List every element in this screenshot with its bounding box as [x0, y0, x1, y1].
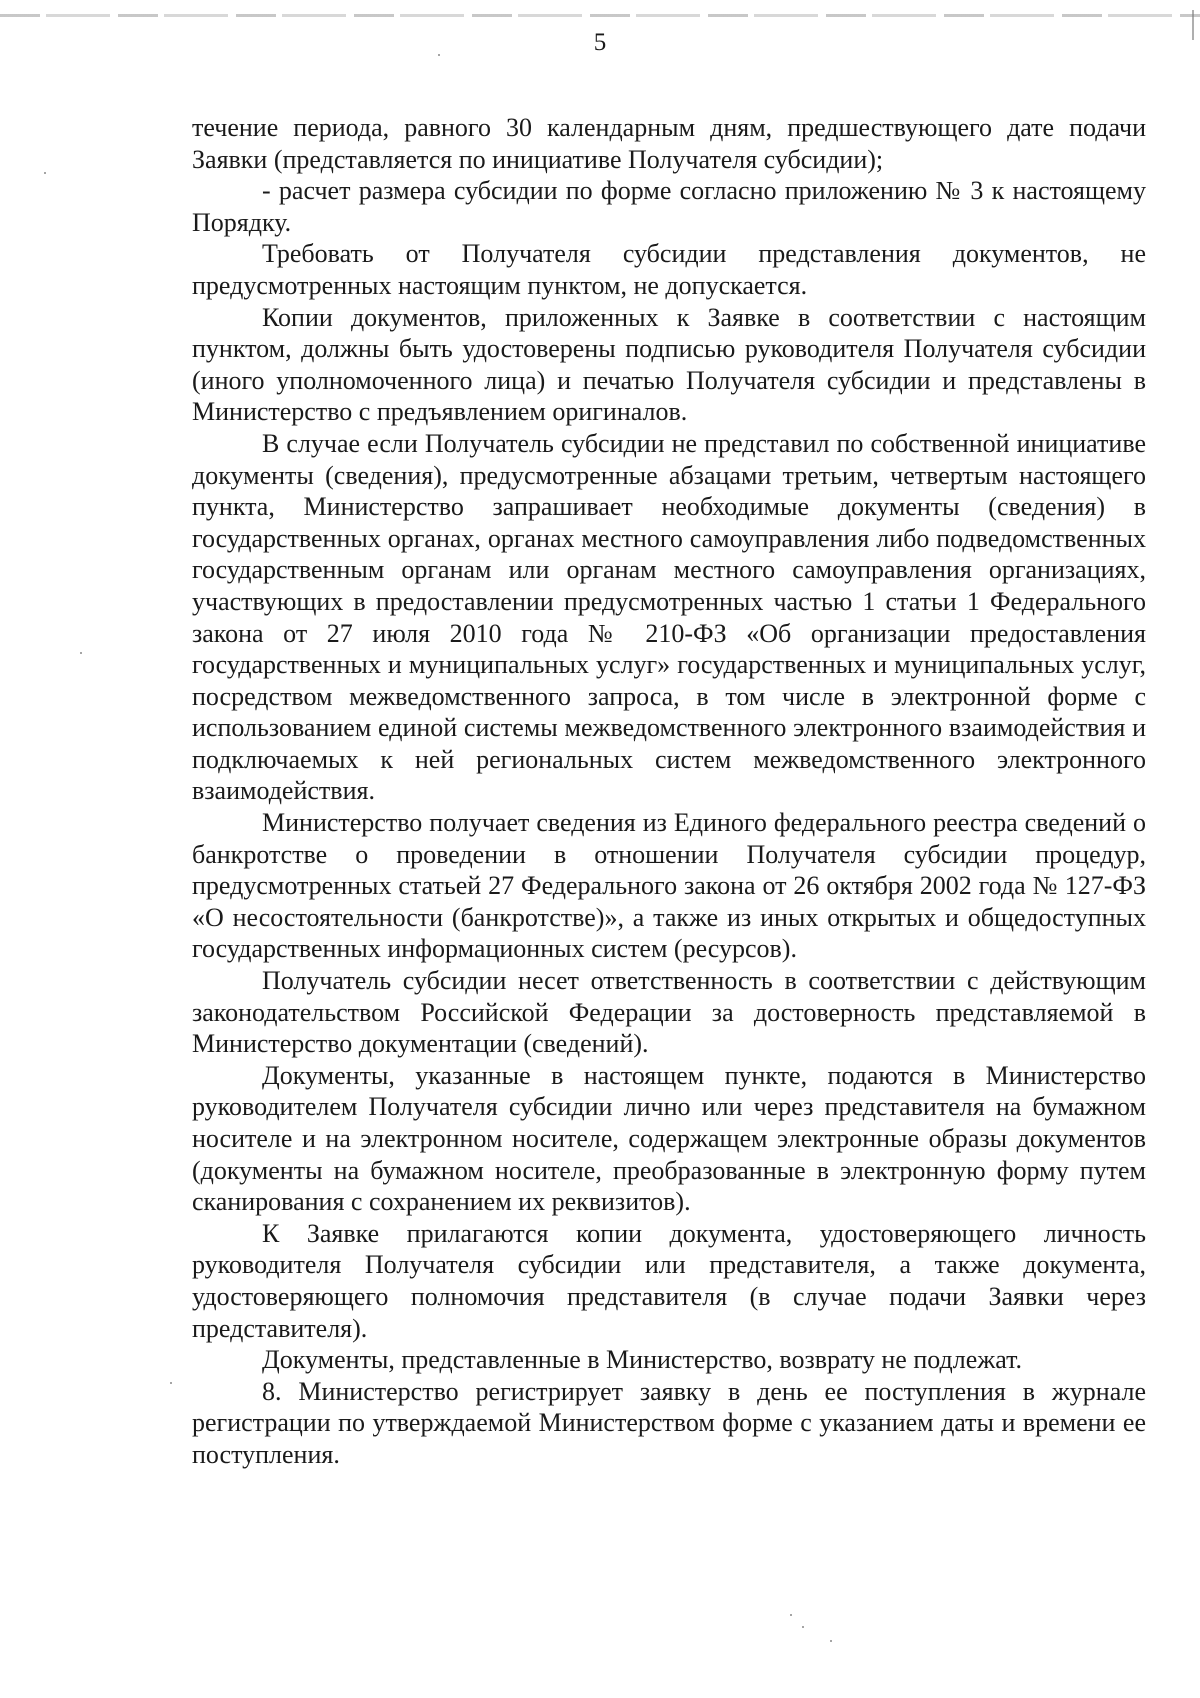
paragraph: Получатель субсидии несет ответственность в соответствии с действующим законодательством Российской Федерации за достоверность представляемой в Министерство документации (сведений).	[192, 966, 1146, 1059]
scan-speck	[802, 1626, 804, 1628]
paragraph: течение периода, равного 30 календарным дням, предшествующего дате подачи Заявки (представляется по инициативе Получателя субсидии);	[192, 113, 1146, 174]
scan-speck	[170, 1382, 172, 1384]
scan-speck	[80, 652, 82, 654]
paragraph: Документы, указанные в настоящем пункте, подаются в Министерство руководителем Получателя субсидии лично или через представителя на бумажном носителе и на электронном носителе, содержащем электронные образы документов (документы на бумажном носителе, преобразованные в электронную форму путем сканирования с сохранением их реквизитов).	[192, 1060, 1146, 1217]
scan-speck	[790, 1614, 792, 1616]
paragraph: В случае если Получатель субсидии не представил по собственной инициативе документы (сведения), предусмотренные абзацами третьим, четвертым настоящего пункта, Министерство запрашивает необходимые документы (сведения) в государственных органах, органах местного самоуправления либо подведомственных государственным органам или органам местного самоуправления организациях, участвующих в предоставлении предусмотренных частью 1 статьи 1 Федерального закона от 27 июля 2010 года № 210-ФЗ «Об организации предоставления государственных и муниципальных услуг» государственных и муниципальных услуг, посредством межведомственного запроса, в том числе в электронной форме с использованием единой системы межведомственного электронного взаимодействия и подключаемых к ней региональных систем межведомственного электронного взаимодействия.	[192, 428, 1146, 806]
scan-speck	[830, 1640, 832, 1642]
paragraph: Министерство получает сведения из Единого федерального реестра сведений о банкротстве о проведении в отношении Получателя субсидии процедур, предусмотренных статьей 27 Федерального закона от 26 октября 2002 года № 127-ФЗ «О несостоятельности (банкротстве)», а также из иных открытых и общедоступных государственных информационных систем (ресурсов).	[192, 808, 1146, 964]
page-number: 5	[593, 29, 607, 56]
paragraph: Требовать от Получателя субсидии представления документов, не предусмотренных настоящим пунктом, не допускается.	[192, 239, 1146, 300]
paragraph: - расчет размера субсидии по форме согласно приложению № 3 к настоящему Порядку.	[192, 176, 1146, 237]
paragraph: Документы, представленные в Министерство, возврату не подлежат.	[262, 1345, 1022, 1375]
scan-speck	[44, 172, 46, 174]
paragraph: 8. Министерство регистрирует заявку в день ее поступления в журнале регистрации по утверждаемой Министерством форме с указанием даты и времени ее поступления.	[192, 1376, 1146, 1469]
paragraph: К Заявке прилагаются копии документа, удостоверяющего личность руководителя Получателя субсидии или представителя, а также документа, удостоверяющего полномочия представителя (в случае подачи Заявки через представителя).	[192, 1218, 1146, 1343]
document-body	[192, 112, 1146, 1471]
paragraph: Копии документов, приложенных к Заявке в соответствии с настоящим пунктом, должны быть удостоверены подписью руководителя Получателя субсидии (иного уполномоченного лица) и печатью Получателя субсидии и представлены в Министерство с предъявлением оригиналов.	[192, 302, 1146, 427]
scan-top-edge	[0, 14, 1200, 17]
